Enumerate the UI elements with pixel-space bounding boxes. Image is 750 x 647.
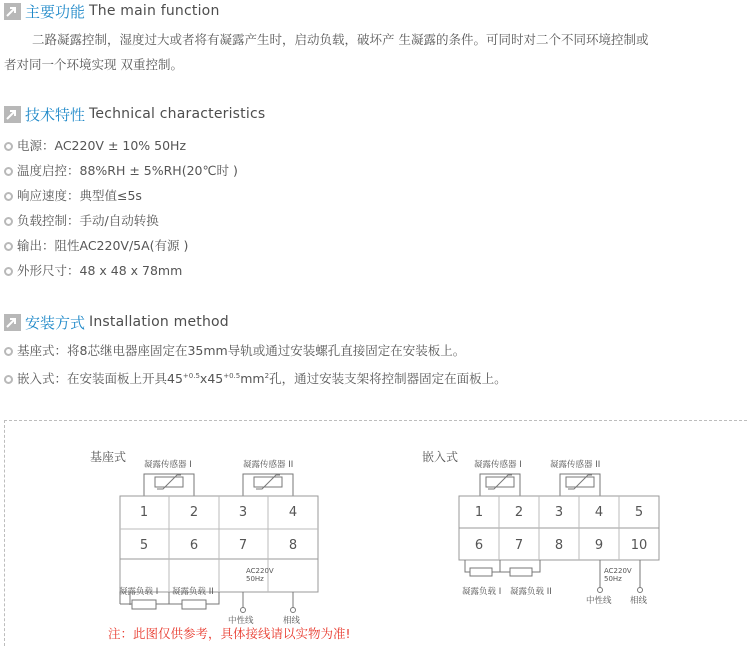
terminal-label: 8 [288, 538, 298, 553]
phase-label: 相线 [283, 616, 301, 626]
section-title-technical [4, 103, 265, 125]
bullet-circle-icon [4, 217, 13, 226]
terminal-label: 6 [189, 538, 199, 553]
spec-item: 负载控制：手动/自动转换 [4, 211, 159, 231]
spec-item: 输出：阻性AC220V/5A(有源 ) [4, 236, 188, 256]
section-title-main-function [4, 0, 220, 22]
phase-label: 相线 [630, 596, 648, 606]
section-title-en: Installation method [89, 314, 229, 330]
terminal-label: 5 [634, 505, 644, 520]
neutral-label: 中性线 [586, 596, 612, 606]
section-title-zh: 技术特性 [25, 105, 86, 124]
sensor1-label: 凝露传感器 I [474, 460, 522, 470]
spec-item: 温度启控：88%RH ± 5%RH(20℃时 ) [4, 161, 238, 181]
phase-terminal-icon [291, 608, 296, 613]
neutral-label: 中性线 [228, 616, 254, 626]
load2-label: 凝露负载 II [510, 587, 552, 597]
diagram-embedded-mount [422, 449, 659, 606]
section-title-zh: 安装方式 [25, 313, 86, 332]
load1-label: 凝露负载 I [119, 587, 159, 597]
bullet-circle-icon [4, 142, 13, 151]
spec-item: 响应速度：典型值≤5s [4, 186, 142, 206]
load2-resistor-icon [510, 568, 532, 576]
ac-frequency-label: 50Hz [604, 575, 622, 583]
terminal-label: 1 [474, 505, 484, 520]
neutral-terminal-icon [241, 608, 246, 613]
section-title-en: The main function [89, 3, 220, 19]
bullet-circle-icon [4, 167, 13, 176]
arrow-section-icon [4, 3, 21, 20]
terminal-label: 9 [594, 538, 604, 553]
arrow-section-icon [4, 314, 21, 331]
sensor1-thermistor-icon [486, 475, 514, 489]
bullet-circle-icon [4, 267, 13, 276]
main-function-text-line1: 二路凝露控制，湿度过大或者将有凝露产生时，启动负载，破坏产 生凝露的条件。可同时对二个不同环境控制或 [32, 32, 649, 47]
terminal-label: 2 [514, 505, 524, 520]
bullet-circle-icon [4, 242, 13, 251]
terminal-label: 5 [139, 538, 149, 553]
phase-terminal-icon [638, 588, 643, 593]
diagram-base-mount [90, 449, 318, 626]
load2-resistor-icon [182, 600, 206, 609]
spec-item: 电源：AC220V ± 10% 50Hz [4, 136, 186, 156]
install-item-base: 基座式：将8芯继电器座固定在35mm导轨或通过安装螺孔直接固定在安装板上。 [4, 341, 465, 361]
main-function-text-line2: 者对同一个环境实现 双重控制。 [4, 57, 183, 72]
sensor2-label: 凝露传感器 II [243, 460, 294, 470]
section-title-en: Technical characteristics [89, 106, 266, 122]
bullet-circle-icon [4, 192, 13, 201]
neutral-terminal-icon [598, 588, 603, 593]
diagram-title: 基座式 [90, 450, 127, 464]
sensor1-thermistor-icon [155, 475, 183, 489]
install-item-embedded: 嵌入式：在安装面板上开具$45^{+0.5}x45^{+0.5}mm^2$孔，通过安装支架将控制器固定在面板上。 [4, 366, 507, 386]
terminal-label: 8 [554, 538, 564, 553]
ac-frequency-label: 50Hz [246, 575, 264, 583]
terminal-label: 2 [189, 505, 199, 520]
load1-resistor-icon [132, 600, 156, 609]
terminal-label: 10 [630, 538, 648, 553]
spec-item: 外形尺寸：48 x 48 x 78mm [4, 261, 182, 281]
terminal-label: 7 [514, 538, 524, 553]
terminal-label: 4 [288, 505, 298, 520]
sensor2-thermistor-icon [566, 475, 594, 489]
terminal-label: 4 [594, 505, 604, 520]
wiring-diagrams [0, 420, 750, 647]
section-title-installation [4, 311, 229, 333]
diagram-note: 注：此图仅供参考，具体接线请以实物为准! [108, 626, 351, 641]
ac-voltage-label: AC220V [604, 567, 632, 575]
load1-label: 凝露负载 I [462, 587, 502, 597]
sensor1-label: 凝露传感器 I [144, 460, 192, 470]
bullet-circle-icon [4, 347, 13, 356]
section-title-zh: 主要功能 [25, 2, 86, 21]
terminal-label: 6 [474, 538, 484, 553]
diagram-title: 嵌入式 [422, 450, 459, 464]
sensor2-thermistor-icon [254, 475, 282, 489]
terminal-label: 3 [554, 505, 564, 520]
load1-resistor-icon [470, 568, 492, 576]
ac-voltage-label: AC220V [246, 567, 274, 575]
bullet-circle-icon [4, 375, 13, 384]
sensor2-label: 凝露传感器 II [550, 460, 601, 470]
terminal-label: 3 [238, 505, 248, 520]
load2-label: 凝露负载 II [172, 587, 214, 597]
terminal-label: 1 [139, 505, 149, 520]
arrow-section-icon [4, 106, 21, 123]
terminal-label: 7 [238, 538, 248, 553]
